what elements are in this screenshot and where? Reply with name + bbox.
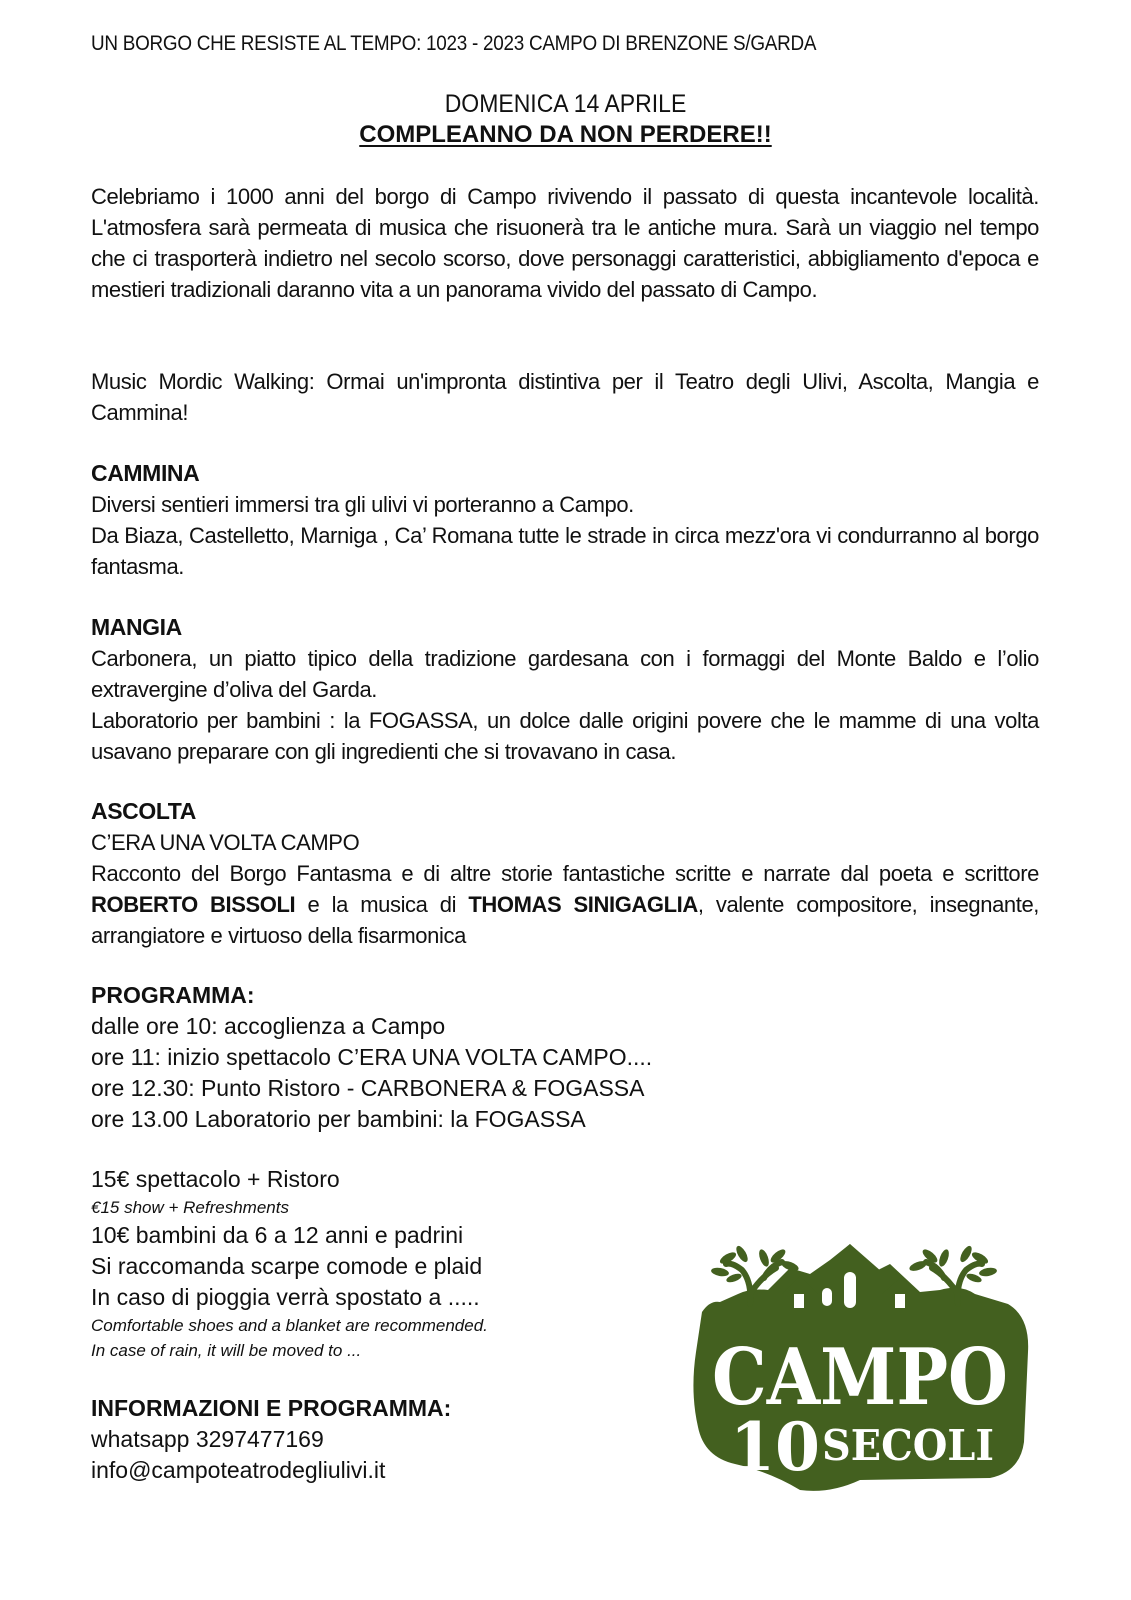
author-name: ROBERTO BISSOLI <box>91 892 296 917</box>
music-paragraph: Music Mordic Walking: Ormai un'impronta distintiva per il Teatro degli Ulivi, Ascolta, Mangia e Cammina! <box>91 369 1039 425</box>
programma-item: ore 11: inizio spettacolo C’ERA UNA VOLTA CAMPO.... <box>91 1044 653 1070</box>
cammina-line-1: Diversi sentieri immersi tra gli ulivi vi porteranno a Campo. <box>91 492 634 517</box>
logo-word-secoli: SECOLI <box>822 1421 994 1470</box>
cammina-heading: CAMMINA <box>91 460 200 486</box>
cammina-section <box>91 458 1039 582</box>
show-title: C’ERA UNA VOLTA CAMPO <box>91 830 360 855</box>
programma-item: dalle ore 10: accoglienza a Campo <box>91 1013 446 1039</box>
event-tagline: COMPLEANNO DA NON PERDERE!! <box>359 121 772 148</box>
musician-name: THOMAS SINIGAGLIA <box>468 892 698 917</box>
mangia-section <box>91 612 1039 767</box>
child-price: 10€ bambini da 6 a 12 anni e padrini <box>91 1222 464 1248</box>
music-section <box>91 366 1039 428</box>
intro-paragraph: Celebriamo i 1000 anni del borgo di Campo rivivendo il passato di questa incantevole località. L'atmosfera sarà permeata di musica che risuonerà tra le antiche mura. Sarà un viaggio nel tempo che ci trasporterà indietro nel secolo scorso, dove personaggi caratteristici, abbigliamento d'epoca e mestieri tradizionali daranno vita a un panorama vivido del passato di Campo. <box>91 184 1039 302</box>
rain-notice-en: In case of rain, it will be moved to ... <box>91 1341 362 1360</box>
ascolta-desc-part-2: e la musica di <box>295 892 469 917</box>
adult-price: 15€ spettacolo + Ristoro <box>91 1166 340 1192</box>
mangia-line-2: Laboratorio per bambini : la FOGASSA, un dolce dalle origini povere che le mamme di una volta usavano preparare con gli ingredienti che si trovavano in casa. <box>91 708 1039 764</box>
ascolta-desc-part-1: Racconto del Borgo Fantasma e di altre storie fantastiche scritte e narrate dal poeta e scrittore <box>91 861 1039 886</box>
info-heading: INFORMAZIONI E PROGRAMMA: <box>91 1395 452 1421</box>
programma-heading: PROGRAMMA: <box>91 982 255 1008</box>
recommendation-en: Comfortable shoes and a blanket are recommended. <box>91 1316 488 1335</box>
event-date: DOMENICA 14 APRILE <box>444 90 687 118</box>
campo-10-secoli-logo <box>690 1232 1030 1494</box>
mangia-line-1: Carbonera, un piatto tipico della tradizione gardesana con i formaggi del Monte Baldo e l’olio extravergine d’oliva del Garda. <box>91 646 1039 702</box>
ascolta-heading: ASCOLTA <box>91 798 196 824</box>
ascolta-description <box>91 858 1039 951</box>
header-title: UN BORGO CHE RESISTE AL TEMPO: 1023 - 2023 CAMPO DI BRENZONE S/GARDA <box>91 32 817 55</box>
intro-section <box>91 181 1039 305</box>
mangia-heading: MANGIA <box>91 614 182 640</box>
rain-notice: In caso di pioggia verrà spostato a ..... <box>91 1284 480 1310</box>
logo-number-10: 10 <box>730 1408 820 1486</box>
programma-section <box>91 980 1039 1135</box>
ascolta-section <box>91 796 1039 951</box>
cammina-line-2: Da Biaza, Castelletto, Marniga , Ca’ Romana tutte le strade in circa mezz'ora vi condurranno al borgo fantasma. <box>91 523 1039 579</box>
info-section <box>91 1393 651 1486</box>
email-contact[interactable]: info@campoteatrodegliulivi.it <box>91 1457 386 1483</box>
whatsapp-contact[interactable]: whatsapp 3297477169 <box>91 1426 324 1452</box>
prezzi-section <box>91 1164 651 1363</box>
recommendation: Si raccomanda scarpe comode e plaid <box>91 1253 483 1279</box>
logo-word-campo: CAMPO <box>712 1332 1008 1423</box>
adult-price-en: €15 show + Refreshments <box>91 1198 289 1217</box>
programma-item: ore 13.00 Laboratorio per bambini: la FOGASSA <box>91 1106 586 1132</box>
ascolta-desc-part-3: , valente compositore, insegnante, arrangiatore e virtuoso della fisarmonica <box>91 892 1040 948</box>
programma-item: ore 12.30: Punto Ristoro - CARBONERA & FOGASSA <box>91 1075 645 1101</box>
